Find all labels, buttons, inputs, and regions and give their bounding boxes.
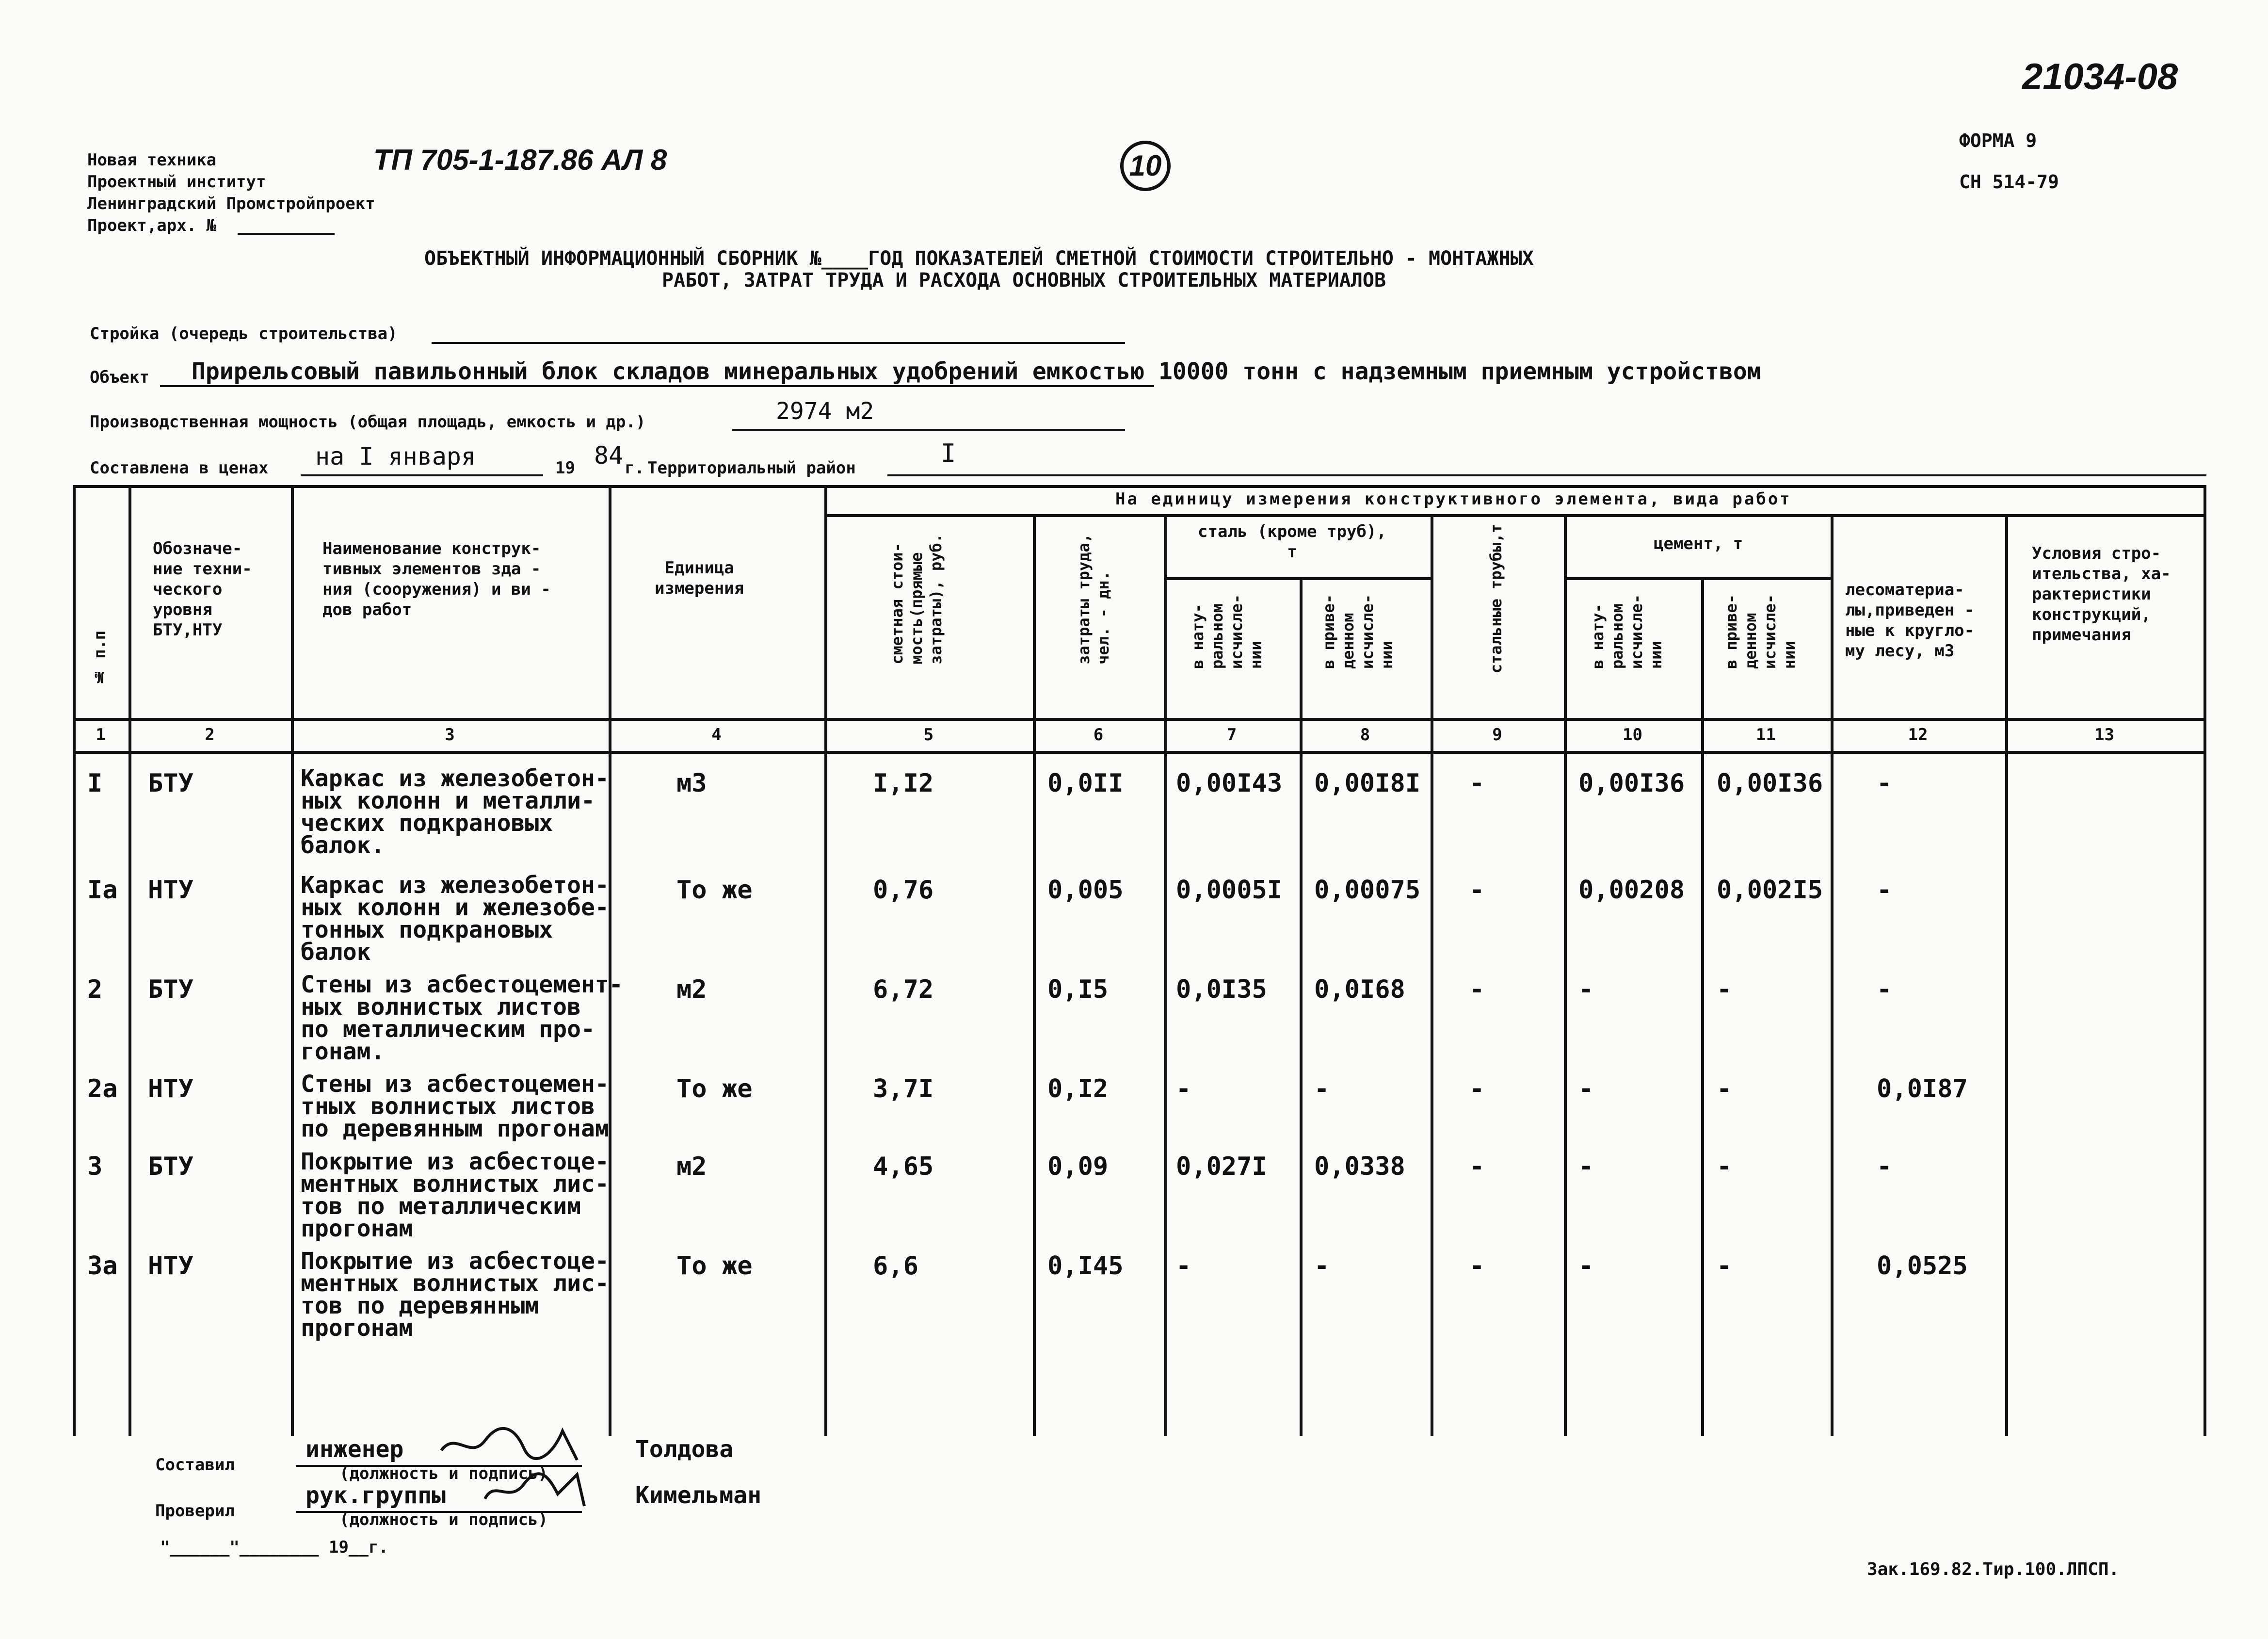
- row-steel-reduced: 0,0I68: [1314, 975, 1405, 1004]
- row-steel-natural: 0,00I43: [1176, 769, 1283, 798]
- row-number: 3: [87, 1152, 103, 1181]
- colnum-9: 9: [1492, 725, 1502, 745]
- row-cost: 6,6: [873, 1251, 918, 1281]
- district-value: I: [941, 439, 956, 468]
- prices-line: [301, 474, 543, 476]
- row-cost: 0,76: [873, 876, 934, 905]
- prices-label: Составлена в ценах: [90, 458, 269, 478]
- row-tech-level: НТУ: [148, 1074, 193, 1103]
- row-tech-level: НТУ: [148, 1251, 193, 1281]
- composed-label: Составил: [155, 1455, 235, 1475]
- tp-code: ТП 705-1-187.86 АЛ 8: [373, 144, 667, 176]
- row-steel-natural: -: [1176, 1074, 1191, 1103]
- colnum-12: 12: [1908, 725, 1928, 745]
- row-wood: -: [1877, 769, 1892, 798]
- object-label: Объект: [90, 368, 149, 387]
- row-cement-natural: 0,00I36: [1578, 769, 1685, 798]
- checked-caption: (должность и подпись): [339, 1510, 548, 1529]
- row-unit: То же: [676, 1074, 753, 1103]
- row-labor: 0,I2: [1047, 1074, 1109, 1103]
- district-line: [887, 474, 2206, 476]
- year-value: 84: [594, 441, 624, 470]
- header-steel-natural: в нату- ральном исчисле- нии: [1189, 594, 1265, 669]
- col-border-8: [1431, 514, 1433, 1436]
- district-label: Территориальный район: [647, 458, 856, 478]
- row-unit: То же: [676, 1251, 753, 1281]
- year-suffix: г.: [625, 458, 644, 478]
- colnum-7: 7: [1226, 725, 1237, 745]
- capacity-line: [732, 429, 1125, 431]
- row-cement-natural: -: [1578, 1074, 1594, 1103]
- composed-caption: (должность и подпись): [339, 1464, 548, 1483]
- row-steel-natural: 0,027I: [1176, 1152, 1267, 1181]
- row-wood: -: [1877, 876, 1892, 905]
- col-border-0: [73, 485, 76, 1436]
- header-row-number: № п.п: [90, 631, 109, 687]
- checked-name: Кимельман: [635, 1482, 762, 1509]
- project-number-line: [238, 233, 335, 235]
- row-labor: 0,I45: [1047, 1251, 1124, 1281]
- row-number: I: [87, 769, 103, 798]
- row-labor: 0,005: [1047, 876, 1124, 905]
- header-steel-reduced: в приве- денном исчисле- нии: [1319, 594, 1396, 669]
- header-steel-pipes: стальные трубы,т: [1487, 524, 1505, 674]
- header-cement-reduced: в приве- денном исчисле- нии: [1722, 594, 1799, 669]
- cement-subheader-divider: [1566, 577, 1833, 580]
- document-number: 21034-08: [2022, 56, 2178, 97]
- row-steel-pipes: -: [1469, 975, 1485, 1004]
- colnum-8: 8: [1360, 725, 1370, 745]
- row-steel-reduced: -: [1314, 1251, 1330, 1281]
- row-steel-pipes: -: [1469, 1251, 1485, 1281]
- capacity-value: 2974 м2: [776, 398, 874, 425]
- header-cost: сметная стои- мость(прямые затраты), руб.: [888, 534, 945, 665]
- colnum-bottom-border: [73, 751, 2206, 754]
- col-border-6: [1164, 514, 1167, 1436]
- title-line-1: ОБЪЕКТНЫЙ ИНФОРМАЦИОННЫЙ СБОРНИК №____ГОД ПОКАЗАТЕЛЕЙ СМЕТНОЙ СТОИМОСТИ СТРОИТЕЛЬНО - МОНТАЖНЫХ: [424, 247, 1534, 270]
- indicators-table: [73, 485, 2206, 1436]
- org-line-2: Проектный институт: [87, 172, 266, 192]
- sn-label: СН 514-79: [1959, 171, 2059, 193]
- row-cement-reduced: -: [1717, 1074, 1732, 1103]
- row-cement-natural: -: [1578, 1152, 1594, 1181]
- object-value: Прирельсовый павильонный блок складов минеральных удобрений емкостью 10000 тонн с надземным приемным устройством: [192, 358, 1761, 385]
- row-labor: 0,0II: [1047, 769, 1124, 798]
- composed-signature: [436, 1421, 587, 1465]
- date-line: "______"________ 19__г.: [160, 1538, 388, 1557]
- row-steel-reduced: -: [1314, 1074, 1330, 1103]
- org-line-4: Проект,арх. №: [87, 216, 217, 235]
- row-steel-reduced: 0,00075: [1314, 876, 1421, 905]
- row-labor: 0,I5: [1047, 975, 1109, 1004]
- colnum-2: 2: [205, 725, 215, 745]
- colnum-5: 5: [923, 725, 934, 745]
- col-border-3: [609, 485, 611, 1436]
- row-number: Iа: [87, 876, 118, 905]
- col-border-11: [1831, 514, 1834, 1436]
- colnum-3: 3: [445, 725, 455, 745]
- col-border-5: [1033, 514, 1036, 1436]
- row-element-name: Покрытие из асбестоце- ментных волнистых лис- тов по деревянным прогонам: [301, 1248, 609, 1342]
- row-unit: м2: [676, 1152, 707, 1181]
- sheet-number: 10: [1129, 149, 1162, 182]
- checked-signature: [480, 1465, 592, 1509]
- colnum-1: 1: [96, 725, 106, 745]
- row-tech-level: БТУ: [148, 1152, 193, 1181]
- checked-position: рук.группы: [306, 1482, 446, 1509]
- composed-position: инженер: [306, 1436, 404, 1463]
- row-tech-level: БТУ: [148, 975, 193, 1004]
- row-cement-reduced: -: [1717, 975, 1732, 1004]
- row-element-name: Каркас из железобетон- ных колонн и металли- ческих подкрановых балок.: [301, 765, 609, 859]
- row-cement-natural: 0,00208: [1578, 876, 1685, 905]
- sheet-number-circle: [1120, 141, 1171, 191]
- row-cement-natural: -: [1578, 1251, 1594, 1281]
- row-cement-reduced: -: [1717, 1251, 1732, 1281]
- header-labor: затраты труда, чел. - дн.: [1075, 534, 1112, 665]
- row-number: 2а: [87, 1074, 118, 1103]
- group-header: На единицу измерения конструктивного элемента, вида работ: [1115, 489, 1792, 509]
- checked-label: Проверил: [155, 1501, 235, 1521]
- header-tech-level: Обозначе- ние техни- ческого уровня БТУ,НТУ: [153, 539, 252, 640]
- row-wood: 0,0I87: [1877, 1074, 1968, 1103]
- row-tech-level: БТУ: [148, 769, 193, 798]
- header-cement: цемент, т: [1654, 534, 1743, 553]
- col-border-7: [1300, 577, 1303, 1436]
- colnum-13: 13: [2094, 725, 2114, 745]
- row-element-name: Каркас из железобетон- ных колонн и железобе- тонных подкрановых балок: [301, 872, 609, 966]
- row-steel-pipes: -: [1469, 1074, 1485, 1103]
- col-border-4: [824, 485, 827, 1436]
- header-notes: Условия стро- ительства, ха- рактеристики конструкций, примечания: [2032, 544, 2171, 645]
- row-steel-pipes: -: [1469, 876, 1485, 905]
- row-element-name: Стены из асбестоцемент- ных волнистых листов по металлическим про- гонам.: [301, 971, 623, 1065]
- row-cement-reduced: 0,00I36: [1717, 769, 1823, 798]
- year-prefix: 19: [555, 458, 575, 478]
- print-info: Зак.169.82.Тир.100.ЛПСП.: [1867, 1559, 2120, 1579]
- header-cement-natural: в нату- ральном исчисле- нии: [1589, 594, 1665, 669]
- row-steel-pipes: -: [1469, 1152, 1485, 1181]
- title-line-2: РАБОТ, ЗАТРАТ ТРУДА И РАСХОДА ОСНОВНЫХ СТРОИТЕЛЬНЫХ МАТЕРИАЛОВ: [662, 269, 1386, 292]
- colnum-4: 4: [711, 725, 722, 745]
- row-wood: -: [1877, 1152, 1892, 1181]
- header-wood: лесоматериа- лы,приведен - ные к кругло- му лесу, м3: [1845, 580, 1975, 661]
- row-cost: I,I2: [873, 769, 934, 798]
- row-unit: м2: [676, 975, 707, 1004]
- col-border-1: [129, 485, 131, 1436]
- row-cost: 4,65: [873, 1152, 934, 1181]
- row-element-name: Стены из асбестоцемен- тных волнистых листов по деревянным прогонам: [301, 1071, 609, 1142]
- header-element-name: Наименование конструк- тивных элементов зда - ния (сооружения) и ви - дов работ: [322, 539, 551, 619]
- org-line-1: Новая техника: [87, 150, 217, 170]
- composed-name: Толдова: [635, 1436, 734, 1463]
- col-border-12: [2005, 514, 2008, 1436]
- col-border-10: [1701, 577, 1704, 1436]
- row-steel-pipes: -: [1469, 769, 1485, 798]
- header-bottom-border: [73, 718, 2206, 721]
- stroika-label: Стройка (очередь строительства): [90, 324, 398, 343]
- row-tech-level: НТУ: [148, 876, 193, 905]
- row-steel-natural: 0,0I35: [1176, 975, 1267, 1004]
- col-border-9: [1564, 514, 1567, 1436]
- col-border-2: [291, 485, 294, 1436]
- row-steel-natural: -: [1176, 1251, 1191, 1281]
- row-cement-natural: -: [1578, 975, 1594, 1004]
- row-number: 3а: [87, 1251, 118, 1281]
- row-cement-reduced: -: [1717, 1152, 1732, 1181]
- stroika-line: [432, 342, 1125, 344]
- colnum-11: 11: [1756, 725, 1776, 745]
- header-unit: Единица измерения: [655, 558, 744, 598]
- row-cost: 6,72: [873, 975, 934, 1004]
- row-unit: м3: [676, 769, 707, 798]
- row-labor: 0,09: [1047, 1152, 1109, 1181]
- form-label: ФОРМА 9: [1959, 130, 2037, 151]
- col-border-13: [2204, 485, 2206, 1436]
- colnum-6: 6: [1093, 725, 1104, 745]
- row-wood: -: [1877, 975, 1892, 1004]
- table-top-border: [73, 485, 2206, 488]
- org-line-3: Ленинградский Промстройпроект: [87, 194, 375, 213]
- row-wood: 0,0525: [1877, 1251, 1968, 1281]
- row-steel-natural: 0,0005I: [1176, 876, 1283, 905]
- prices-value: на I января: [315, 442, 476, 471]
- row-steel-reduced: 0,00I8I: [1314, 769, 1421, 798]
- row-element-name: Покрытие из асбестоце- ментных волнистых лис- тов по металлическим прогонам: [301, 1148, 609, 1242]
- header-steel: сталь (кроме труб), т: [1198, 522, 1386, 562]
- row-number: 2: [87, 975, 103, 1004]
- row-cost: 3,7I: [873, 1074, 934, 1103]
- row-unit: То же: [676, 876, 753, 905]
- object-line: [160, 385, 1154, 387]
- capacity-label: Производственная мощность (общая площадь, емкость и др.): [90, 412, 646, 432]
- colnum-10: 10: [1623, 725, 1642, 745]
- row-steel-reduced: 0,0338: [1314, 1152, 1405, 1181]
- row-cement-reduced: 0,002I5: [1717, 876, 1823, 905]
